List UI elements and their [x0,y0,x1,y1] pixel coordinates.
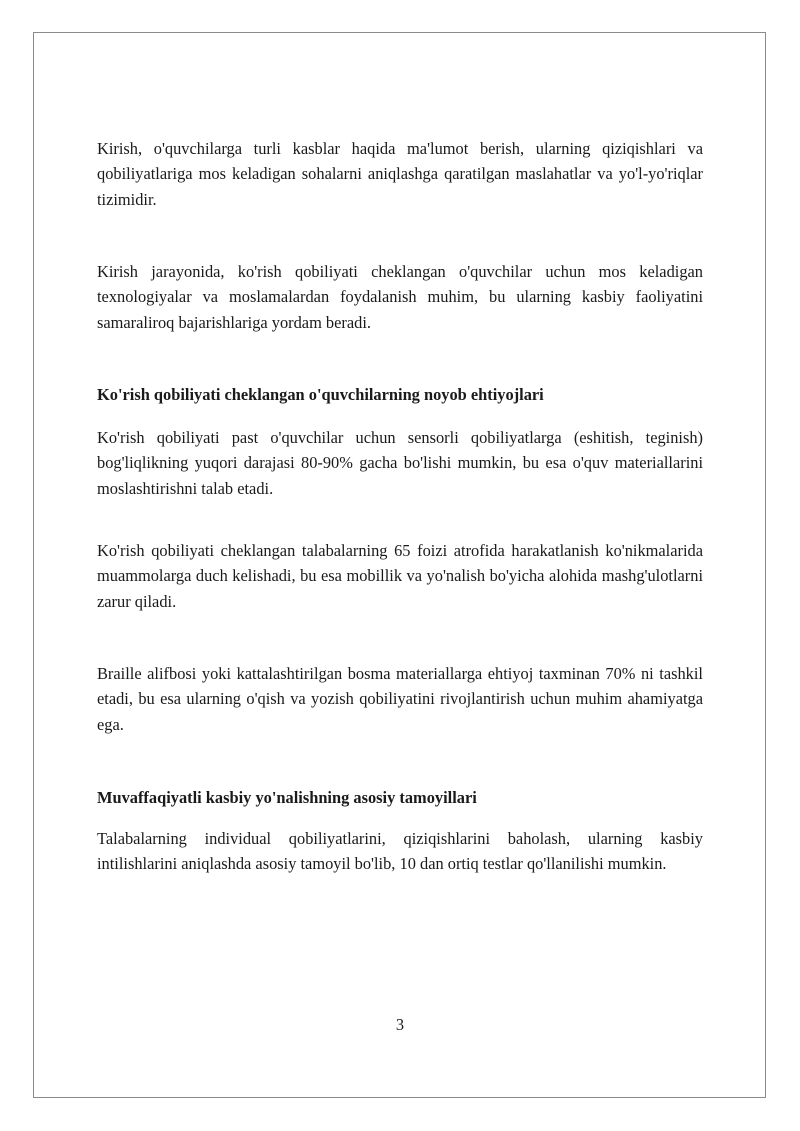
paragraph-sensory [97,425,703,501]
paragraph-text: Braille alifbosi yoki kattalashtirilgan bosma materiallarga ehtiyoj taxminan 70% ni tashkil etadi, bu esa ularning o'qish va yozish qobiliyatini rivojlantirish uchun muhim ahamiyatga ega. [97,664,703,734]
paragraph-intro [97,136,703,212]
section-heading: Muvaffaqiyatli kasbiy yo'nalishning asosiy tamoyillari [97,788,477,807]
paragraph-text: Kirish jarayonida, ko'rish qobiliyati cheklangan o'quvchilar uchun mos keladigan texnologiyalar va moslamalardan foydalanish muhim, bu ularning kasbiy faoliyatini samaraliroq bajarishlariga yordam beradi. [97,262,703,332]
section-heading-unique-needs [97,382,703,407]
section-heading-principles [97,785,703,810]
paragraph-text: Kirish, o'quvchilarga turli kasblar haqida ma'lumot berish, ularning qiziqishlari va qobiliyatlariga mos keladigan sohalarni aniqlashga qaratilgan maslahatlar va yo'l-yo'riqlar tizimidir. [97,139,703,209]
paragraph-braille [97,661,703,737]
paragraph-technology [97,259,703,335]
paragraph-assessment [97,826,703,877]
paragraph-text: Ko'rish qobiliyati past o'quvchilar uchun sensorli qobiliyatlarga (eshitish, teginish) bog'liqlikning yuqori darajasi 80-90% gacha bo'lishi mumkin, bu esa o'quv materiallarini moslashtirishni talab etadi. [97,428,703,498]
paragraph-mobility [97,538,703,614]
paragraph-text: Ko'rish qobiliyati cheklangan talabalarning 65 foizi atrofida harakatlanish ko'nikmalarida muammolarga duch kelishadi, bu esa mobillik va yo'nalish bo'yicha alohida mashg'ulotlarni zarur qiladi. [97,541,703,611]
page-number: 3 [395,1015,405,1034]
paragraph-text: Talabalarning individual qobiliyatlarini, qiziqishlarini baholash, ularning kasbiy intilishlarini aniqlashda asosiy tamoyil bo'lib, 10 dan ortiq testlar qo'llanilishi mumkin. [97,829,703,874]
section-heading: Ko'rish qobiliyati cheklangan o'quvchilarning noyob ehtiyojlari [97,385,544,404]
